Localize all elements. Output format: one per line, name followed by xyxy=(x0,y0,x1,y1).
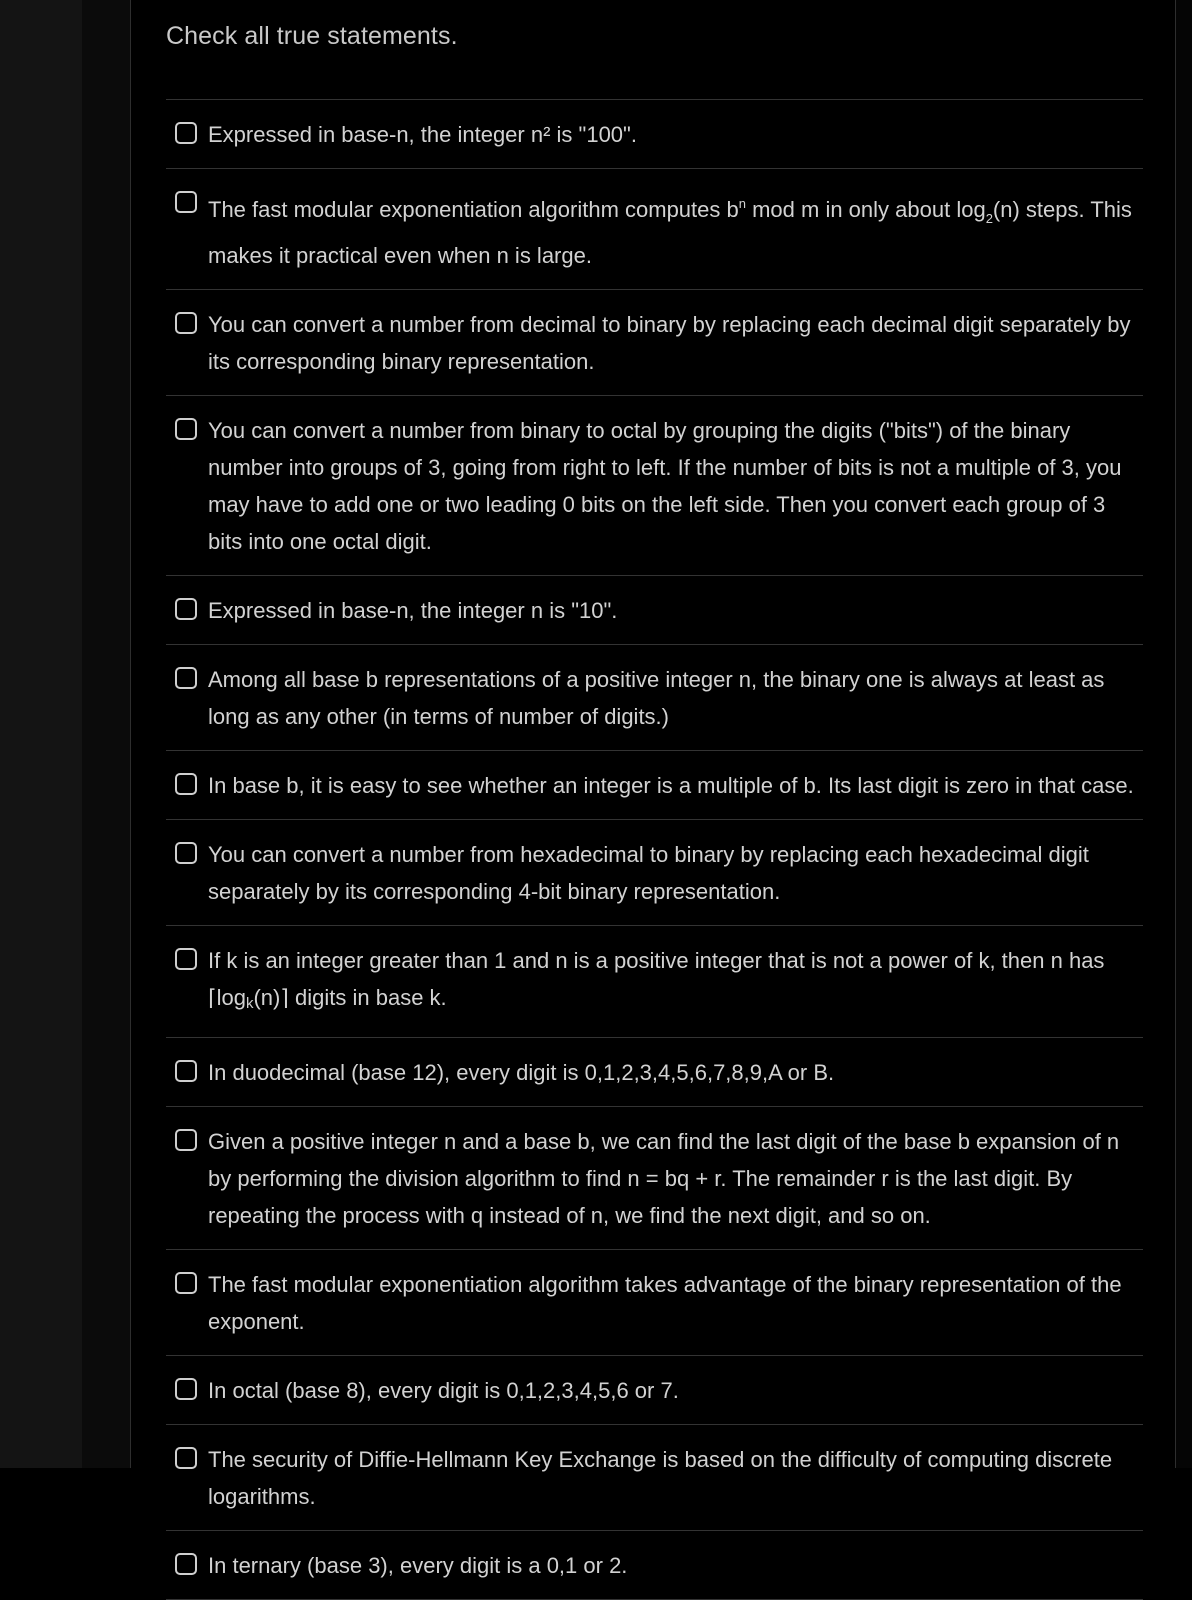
checkbox-icon[interactable] xyxy=(175,1060,197,1082)
option-text: You can convert a number from hexadecimal to binary by replacing each hexadecimal digit separately by its corresponding 4-bit binary representation. xyxy=(208,842,1089,904)
answer-option[interactable] xyxy=(166,1425,1143,1531)
option-text-subscript: k xyxy=(245,995,254,1012)
option-text: If k is an integer greater than 1 and n is a positive integer that is not a power of k, then n has ⌈log xyxy=(208,948,1105,1010)
checkbox-icon[interactable] xyxy=(175,1553,197,1575)
answer-option[interactable] xyxy=(166,576,1143,645)
left-margin xyxy=(82,0,130,1468)
option-text: In octal (base 8), every digit is 0,1,2,3,4,5,6 or 7. xyxy=(208,1378,679,1403)
answer-option[interactable] xyxy=(166,1038,1143,1107)
option-text: The fast modular exponentiation algorithm takes advantage of the binary representation of the exponent. xyxy=(208,1272,1122,1334)
checkbox-icon[interactable] xyxy=(175,1129,197,1151)
answer-option[interactable] xyxy=(166,751,1143,820)
left-sidebar-background xyxy=(0,0,82,1468)
option-text: In duodecimal (base 12), every digit is 0,1,2,3,4,5,6,7,8,9,A or B. xyxy=(208,1060,835,1085)
checkbox-icon[interactable] xyxy=(175,1447,197,1469)
option-text: You can convert a number from decimal to binary by replacing each decimal digit separately by its corresponding binary representation. xyxy=(208,312,1131,374)
option-text: Among all base b representations of a positive integer n, the binary one is always at least as long as any other (in terms of number of digits.) xyxy=(208,667,1105,729)
checkbox-icon[interactable] xyxy=(175,667,197,689)
answer-option[interactable] xyxy=(166,645,1143,751)
checkbox-icon[interactable] xyxy=(175,1378,197,1400)
answer-option[interactable] xyxy=(166,1250,1143,1356)
checkbox-icon[interactable] xyxy=(175,122,197,144)
option-text-superscript: n xyxy=(738,196,746,211)
answer-option[interactable] xyxy=(166,169,1143,290)
answer-option[interactable] xyxy=(166,926,1143,1038)
option-text: Expressed in base-n, the integer n is "10". xyxy=(208,598,618,623)
answer-option[interactable] xyxy=(166,1356,1143,1425)
answer-option[interactable] xyxy=(166,820,1143,926)
option-text: Expressed in base-n, the integer n² is "100". xyxy=(208,122,637,147)
option-text: In base b, it is easy to see whether an integer is a multiple of b. Its last digit is zero in that case. xyxy=(208,773,1134,798)
checkbox-icon[interactable] xyxy=(175,418,197,440)
answer-option[interactable] xyxy=(166,1107,1143,1250)
checkbox-icon[interactable] xyxy=(175,191,197,213)
option-text: You can convert a number from binary to octal by grouping the digits ("bits") of the binary number into groups of 3, going from right to left. If the number of bits is not a multiple of 3, you may have to add one or two leading 0 bits on the left side. Then you convert each group of 3 bits into one octal digit. xyxy=(208,418,1122,554)
answer-options-list xyxy=(166,99,1143,1600)
checkbox-icon[interactable] xyxy=(175,948,197,970)
checkbox-icon[interactable] xyxy=(175,598,197,620)
answer-option[interactable] xyxy=(166,1531,1143,1600)
option-text: The security of Diffie-Hellmann Key Exchange is based on the difficulty of computing discrete logarithms. xyxy=(208,1447,1113,1509)
option-text: (n) steps. This makes it practical even when n is large. xyxy=(208,197,1132,268)
question-panel xyxy=(130,0,1176,1578)
right-margin xyxy=(1176,0,1192,1468)
option-text-subscript: 2 xyxy=(985,211,993,226)
option-text: mod m in only about log xyxy=(745,197,986,222)
checkbox-icon[interactable] xyxy=(175,312,197,334)
option-text: Given a positive integer n and a base b, we can find the last digit of the base b expansion of n by performing the division algorithm to find n = bq + r. The remainder r is the last digit. By repeating the process with q instead of n, we find the next digit, and so on. xyxy=(208,1129,1120,1228)
checkbox-icon[interactable] xyxy=(175,842,197,864)
answer-option[interactable] xyxy=(166,100,1143,169)
question-prompt: Check all true statements. xyxy=(166,22,458,50)
checkbox-icon[interactable] xyxy=(175,773,197,795)
option-text: The fast modular exponentiation algorithm computes b xyxy=(208,197,739,222)
checkbox-icon[interactable] xyxy=(175,1272,197,1294)
option-text: In ternary (base 3), every digit is a 0,1 or 2. xyxy=(208,1553,628,1578)
answer-option[interactable] xyxy=(166,396,1143,576)
option-text: (n)⌉ digits in base k. xyxy=(253,985,447,1010)
answer-option[interactable] xyxy=(166,290,1143,396)
